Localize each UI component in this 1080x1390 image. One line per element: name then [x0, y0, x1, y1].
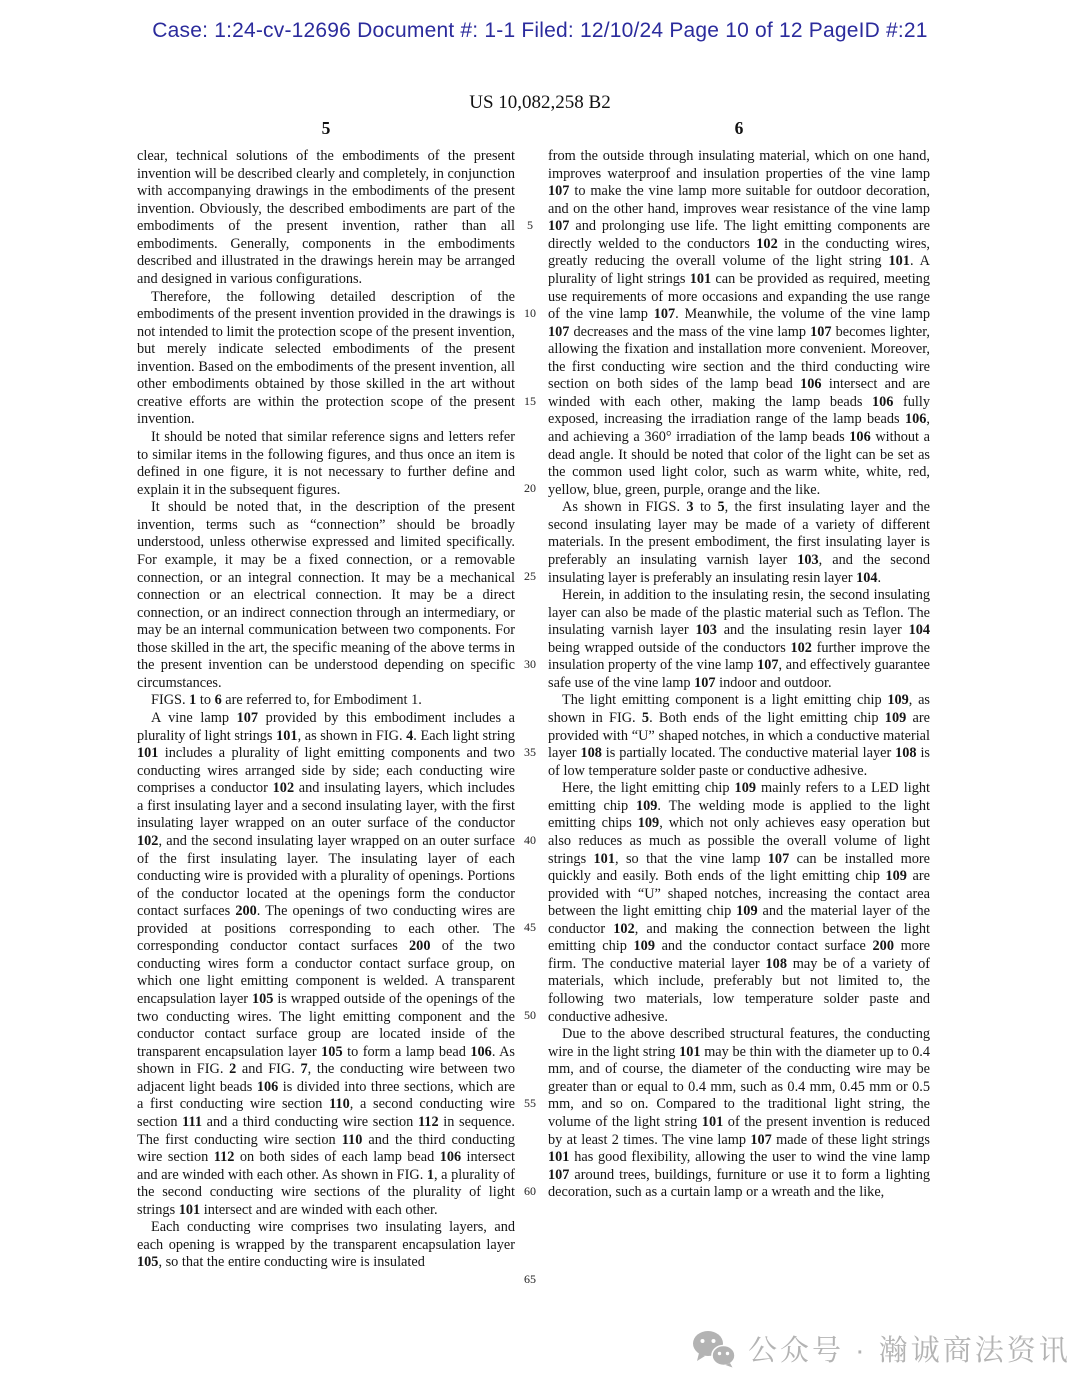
patent-text-column-right	[548, 148, 930, 1330]
patent-paragraph: The light emitting component is a light emitting chip 109, as shown in FIG. 5. Both ends of the light emitting chip 109 are provided with “U” shaped notches, in which a conductive material layer 108 is partially located. The conductive material layer 108 is of low temperature solder paste or conductive adhesive.	[548, 692, 930, 779]
column-number-right: 6	[734, 118, 744, 138]
gutter-line-number: 10	[524, 305, 536, 320]
gutter-line-number: 60	[524, 1183, 536, 1198]
gutter-line-number: 55	[524, 1096, 536, 1110]
gutter-line-number: 20	[524, 481, 536, 496]
patent-paragraph: Herein, in addition to the insulating resin, the second insulating layer can also be made of the plastic material such as Teflon. The insulating varnish layer 103 and the insulating resin layer 104 being wrapped outside of the conductors 102 further improve the insulation property of the vine lamp 107, and effectively guarantee safe use of the vine lamp 107 indoor and outdoor.	[548, 587, 930, 691]
gutter-line-number: 45	[524, 920, 536, 935]
gutter-line-number: 30	[524, 657, 536, 671]
gutter-line-number: 15	[524, 393, 536, 408]
gutter-line-number: 5	[527, 218, 533, 232]
column-number-left: 5	[321, 118, 331, 138]
patent-paragraph: Here, the light emitting chip 109 mainly refers to a LED light emitting chip 109. The welding mode is applied to the light emitting chips 109, which not only achieves easy operation but also reduces as much as possible the overall volume of light strings 101, so that the vine lamp 107 can be installed more quickly and easily. Both ends of the light emitting chip 109 are provided with “U” shaped notches, increasing the contact area between the light emitting chip 109 and the material layer of the conductor 102, and making the connection between the light emitting chip 109 and the conductor contact surface 200 more firm. The conductive material layer 108 may be of a variety of materials, which include, preferably but not limited to, the following two materials, low temperature solder paste and conductive adhesive.	[548, 780, 930, 1025]
watermark-text: 公众号 · 瀚诚商法资讯	[748, 1335, 1071, 1367]
patent-paragraph: As shown in FIGS. 3 to 5, the first insulating layer and the second insulating layer may be made of a variety of different materials. In the present embodiment, the first insulating layer is preferably an insulating varnish layer 103, and the second insulating layer is preferably an insulating resin layer 104.	[548, 499, 930, 586]
patent-paragraph: Due to the above described structural features, the conducting wire in the light string 101 may be thin with the diameter up to 0.4 mm, and of course, the diameter of the conducting wire may be greater than or equal to 0.4 mm, such as 0.4 mm, 0.45 mm or 0.5 mm, and so on. Compared to the traditional light string, the volume of the light string 101 of the present invention is reduced by at least 2 times. The vine lamp 107 made of these light strings 101 has good flexibility, allowing the user to wind the vine lamp 107 around trees, buildings, furniture or use it to form a lighting decoration, such as a curtain lamp or a wreath and the like,	[548, 1026, 930, 1201]
wechat-icon	[692, 1330, 736, 1368]
patent-text-column-left	[137, 148, 515, 1330]
patent-paragraph: Each conducting wire comprises two insulating layers, and each opening is wrapped by the transparent encapsulation layer 105, so that the entire conducting wire is insulated	[137, 1219, 515, 1271]
patent-paragraph: A vine lamp 107 provided by this embodiment includes a plurality of light strings 101, as shown in FIG. 4. Each light string 101 includes a plurality of light emitting components and two conducting wires arranged side by side; each conducting wire comprises a conductor 102 and insulating layers, which includes a first insulating layer and a second insulating layer, with the first insulating layer wrapped on an outer surface of the conductor 102, and the second insulating layer wrapped on an outer surface of the first insulating layer. The insulating layer of each conducting wire is provided with a plurality of openings. Portions of the conductor located at the openings form the conductor contact surfaces 200. The openings of two conducting wires are provided at positions corresponding to each other. The corresponding conductor contact surfaces 200 of the two conducting wires form a conductor contact surface group, on which one light emitting component is welded. A transparent encapsulation layer 105 is wrapped outside of the openings of the two conducting wires. The light emitting component and the conductor contact surface group are located inside of the transparent encapsulation layer 105 to form a lamp bead 106. As shown in FIG. 2 and FIG. 7, the conducting wire between two adjacent light beads 106 is divided into three sections, which are a first conducting wire section 110, a second conducting wire section 111 and a third conducting wire section 112 in sequence. The first conducting wire section 110 and the third conducting wire section 112 on both sides of each lamp bead 106 intersect and are winded with each other. As shown in FIG. 1, a plurality of the second conducting wire sections of the plurality of light strings 101 intersect and are winded with each other.	[137, 710, 515, 1218]
patent-paragraph: clear, technical solutions of the embodiments of the present invention will be described clearly and completely, in conjunction with accompanying drawings in the embodiments of the present invention. Obviously, the described embodiments are part of the embodiments of the present invention, rather than all embodiments. Generally, components in the embodiments described and illustrated in the drawings herein may be arranged and designed in various configurations.	[137, 148, 515, 287]
patent-paragraph: It should be noted that similar reference signs and letters refer to similar items in the following figures, and thus once an item is defined in one figure, it is not necessary to further define and explain it in the subsequent figures.	[137, 429, 515, 498]
patent-paragraph: FIGS. 1 to 6 are referred to, for Embodiment 1.	[151, 692, 422, 709]
patent-number: US 10,082,258 B2	[469, 92, 611, 113]
gutter-line-number: 50	[524, 1008, 536, 1023]
court-case-caption: Case: 1:24-cv-12696 Document #: 1-1 Filed: 12/10/24 Page 10 of 12 PageID #:21	[152, 19, 928, 42]
gutter-line-number: 25	[524, 569, 536, 584]
gutter-line-number: 40	[524, 832, 536, 847]
patent-paragraph: from the outside through insulating material, which on one hand, improves waterproof and insulation properties of the vine lamp 107 to make the vine lamp more suitable for outdoor decoration, and on the other hand, improves wear resistance of the vine lamp 107 and prolonging use life. The light emitting components are directly welded to the conductors 102 in the conducting wires, greatly reducing the overall volume of the light string 101. A plurality of light strings 101 can be provided as required, meeting use requirements of more occasions and expanding the use range of the vine lamp 107. Meanwhile, the volume of the vine lamp 107 decreases and the mass of the vine lamp 107 becomes lighter, allowing the fixation and installation more convenient. Moreover, the first conducting wire section and the third conducting wire section on both sides of the lamp bead 106 intersect and are winded with each other, making the lamp beads 106 fully exposed, increasing the irradiation range of the lamp beads 106, and achieving a 360° irradiation of the lamp beads 106 without a dead angle. It should be noted that color of the light can be set as the common used light color, such as warm white, white, red, yellow, blue, green, purple, orange and the like.	[548, 148, 930, 498]
patent-paragraph: Therefore, the following detailed description of the embodiments of the present invention provided in the drawings is not intended to limit the protection scope of the present invention, but merely indicate selected embodiments of the present invention. Based on the embodiments of the present invention, all other embodiments obtained by those skilled in the art without creative efforts are within the protection scope of the present invention.	[137, 288, 515, 428]
line-number-gutter	[517, 0, 543, 1390]
watermark	[692, 1328, 1071, 1369]
gutter-line-number: 35	[524, 744, 536, 759]
patent-paragraph: It should be noted that, in the description of the present invention, terms such as “connection” should be broadly understood, unless otherwise expressed and limited specifically. For example, it may be a fixed connection, or a removable connection, or an integral connection. It may be a mechanical connection or an electrical connection. It may be a direct connection, or an indirect connection through an intermediary, or may be an internal communication between two components. For those skilled in the art, the specific meaning of the above terms in the present invention can be understood depending on specific circumstances.	[137, 499, 515, 691]
gutter-line-number: 65	[524, 1271, 536, 1286]
